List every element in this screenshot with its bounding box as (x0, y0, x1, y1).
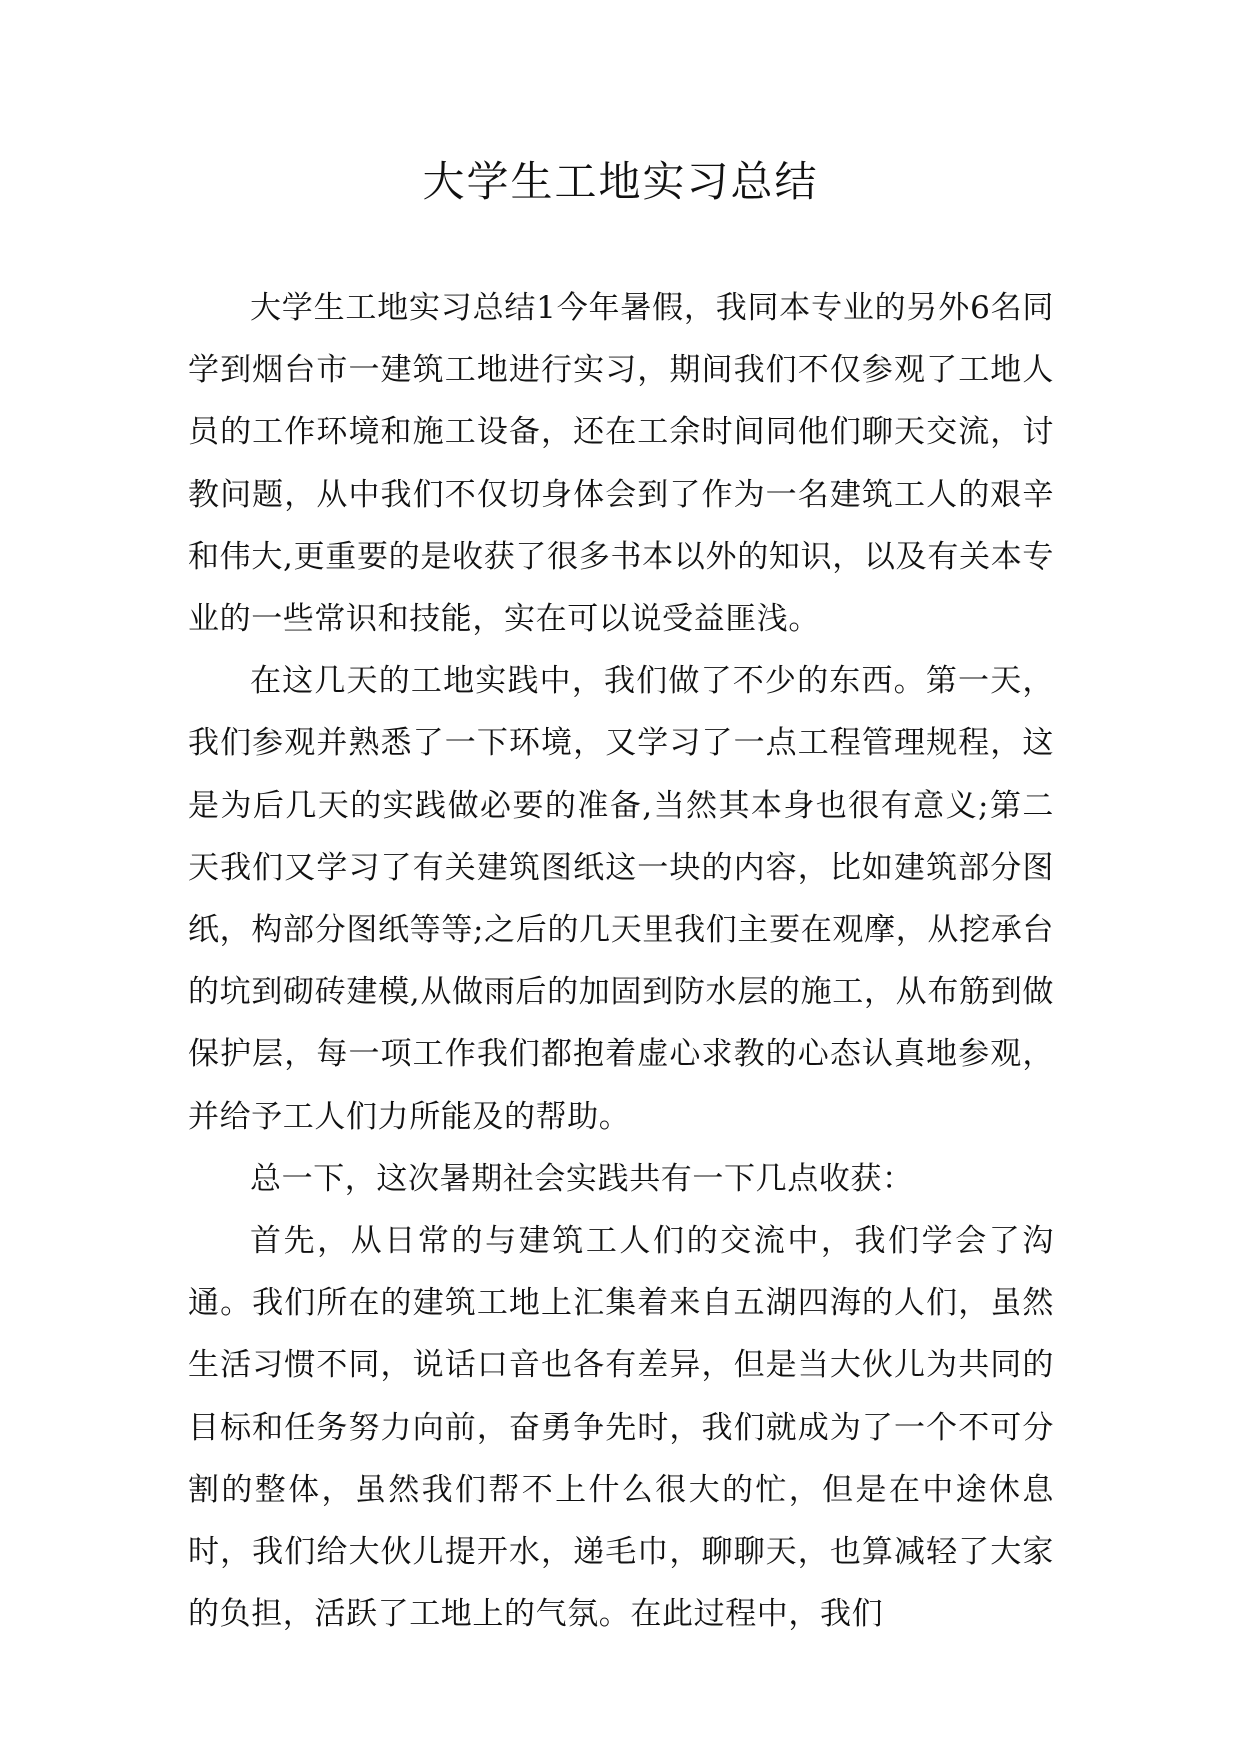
paragraph: 总一下，这次暑期社会实践共有一下几点收获： (250, 1160, 914, 1197)
paragraph: 在这几天的工地实践中，我们做了不少的东西。第一天，我们参观并熟悉了一下环境，又学习了一点工程管理规程，这是为后几天的实践做必要的准备,当然其本身也很有意义;第二天我们又学习了有关建筑图纸这一块的内容，比如建筑部分图纸，构部分图纸等等;之后的几天里我们主要在观摩，从挖承台的坑到砌砖建模,从做雨后的加固到防水层的施工，从布筋到做保护层，每一项工作我们都抱着虚心求教的心态认真地参观，并给予工人们力所能及的帮助。 (188, 663, 1054, 1135)
paragraph: 大学生工地实习总结1今年暑假，我同本专业的另外6名同学到烟台市一建筑工地进行实习，期间我们不仅参观了工地人员的工作环境和施工设备，还在工余时间同他们聊天交流，讨教问题，从中我们不仅切身体会到了作为一名建筑工人的艰辛和伟大,更重要的是收获了很多书本以外的知识，以及有关本专业的一些常识和技能，实在可以说受益匪浅。 (188, 290, 1054, 638)
document-body (188, 277, 1054, 1645)
document-title: 大学生工地实习总结 (422, 157, 819, 206)
paragraph: 首先，从日常的与建筑工人们的交流中，我们学会了沟通。我们所在的建筑工地上汇集着来自五湖四海的人们，虽然生活习惯不同，说话口音也各有差异，但是当大伙儿为共同的目标和任务努力向前，奋勇争先时，我们就成为了一个不可分割的整体，虽然我们帮不上什么很大的忙，但是在中途休息时，我们给大伙儿提开水，递毛巾，聊聊天，也算减轻了大家的负担，活跃了工地上的气氛。在此过程中，我们 (188, 1223, 1054, 1633)
